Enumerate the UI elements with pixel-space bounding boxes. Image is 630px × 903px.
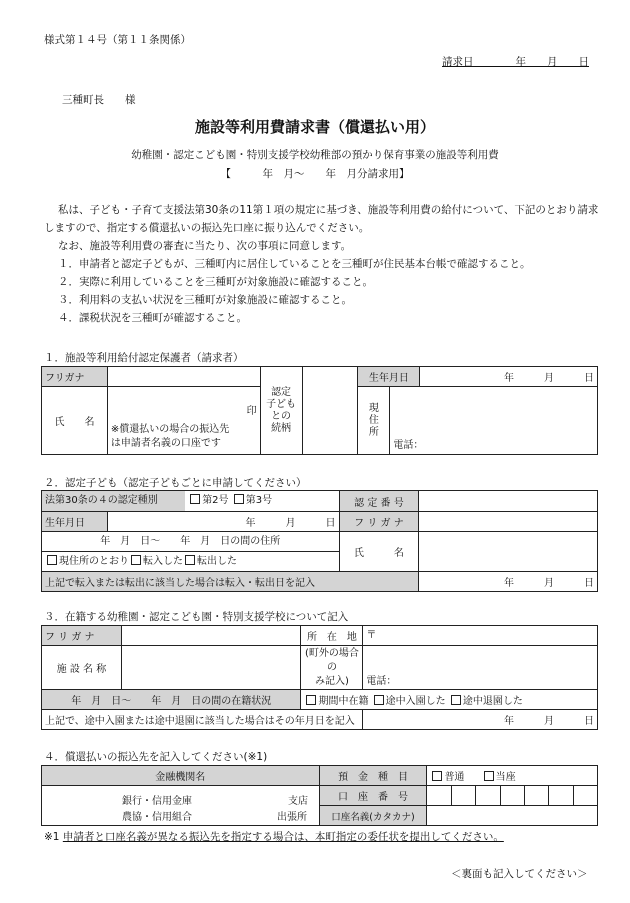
child-furigana-input[interactable] — [419, 512, 598, 532]
address-options — [42, 552, 339, 571]
move-note: 上記で転入または転出に該当した場合は転入・転出日を記入 — [42, 572, 419, 592]
savings-checkbox[interactable]: 普通 — [430, 772, 464, 783]
child-address-cell — [42, 532, 340, 572]
furigana-label: フリガナ — [42, 367, 108, 387]
consent-item: １．申請者と認定子どもが、三種町内に居住していることを三種町が住民基本台帳で確認すること。 — [58, 258, 531, 270]
subtitle: 幼稚園・認定こども園・特別支援学校幼稚部の預かり保育事業の施設等利用費 — [131, 149, 499, 161]
moved-in-checkbox[interactable]: 転入した — [129, 556, 183, 567]
facility-table — [41, 625, 598, 730]
account-note: ※償還払いの場合の振込先 — [110, 424, 230, 435]
enrollment-period-label: 年 月 日～ 年 月 日の間の在籍状況 — [42, 690, 301, 710]
child-birth-input[interactable]: 年 月 日 — [107, 512, 339, 532]
footnote-mark: ※1 — [44, 831, 60, 843]
birth-label: 生年月日 — [358, 367, 420, 387]
account-digit-input[interactable] — [524, 786, 548, 806]
account-digit-input[interactable] — [549, 786, 573, 806]
bank-name-input[interactable] — [42, 786, 320, 826]
cert-type-2-checkbox[interactable]: 第2号 — [188, 495, 228, 506]
page-title: 施設等利用費請求書（償還払い用） — [194, 118, 435, 136]
section-4-heading: ４．償還払いの振込先を記入してください(※1) — [44, 751, 268, 763]
section-3-heading: ３．在籍する幼稚園・認定こども園・特別支援学校について記入 — [44, 611, 349, 623]
child-table — [41, 490, 598, 592]
consent-item: ４．課税状況を三種町が確認すること。 — [58, 312, 247, 324]
relation-input[interactable] — [302, 367, 358, 455]
phone-label: 電話： — [366, 676, 397, 687]
account-type-label: 預 金 種 目 — [319, 766, 427, 786]
account-note: は申請者名義の口座です — [110, 438, 221, 449]
request-period: 【 年 月～ 年 月分請求用】 — [220, 168, 410, 180]
enrollment-options — [301, 690, 598, 710]
checkbox-icon — [432, 771, 442, 781]
facility-name-input[interactable] — [121, 646, 301, 690]
move-date-input[interactable]: 年 月 日 — [419, 572, 598, 592]
relation-label: 認定 子ども との 続柄 — [260, 367, 302, 455]
guardian-birth-input[interactable]: 年 月 日 — [420, 367, 598, 387]
enrolled-full-checkbox[interactable]: 期間中在籍 — [304, 696, 368, 707]
cert-type-label: 法第30条の４の認定種別 — [42, 491, 185, 511]
account-type-options — [427, 766, 598, 786]
outside-town-note: (町外の場合の み記入) — [301, 646, 363, 690]
child-furigana-label: フ リ ガ ナ — [339, 512, 419, 532]
cert-number-label: 認 定 番 号 — [339, 491, 419, 512]
bank-types: 銀行・信用金庫 — [122, 795, 192, 807]
intro — [44, 201, 604, 327]
section-1-heading: １．施設等利用給付認定保護者（請求者） — [44, 352, 244, 364]
guardian-name-input[interactable] — [107, 387, 260, 455]
checking-checkbox[interactable]: 当座 — [482, 772, 516, 783]
account-holder-input[interactable] — [427, 806, 598, 826]
location-label: 所 在 地 — [301, 626, 363, 646]
facility-address-input[interactable] — [363, 646, 598, 690]
checkbox-icon — [190, 494, 200, 504]
guardian-address-input[interactable] — [390, 387, 598, 455]
guardian-furigana-input[interactable] — [107, 367, 260, 387]
seal-mark: 印 — [246, 406, 257, 417]
postal-input[interactable] — [363, 626, 598, 646]
facility-furigana-input[interactable] — [121, 626, 301, 646]
intro-paragraph: 私は、子ども・子育て支援法第30条の11第１項の規定に基づき、施設等利用費の給付について、下記のとおり請求しますので、指定する償還払いの振込先口座に振り込んでください。 — [44, 204, 599, 234]
request-date[interactable]: 請求日 年 月 日 — [442, 56, 589, 68]
form-number: 様式第１４号（第１１条関係） — [44, 34, 191, 46]
address-period-label: 年 月 日～ 年 月 日の間の住所 — [42, 532, 339, 552]
mid-withdrawn-checkbox[interactable]: 途中退園した — [449, 696, 523, 707]
child-name-label: 氏 名 — [339, 532, 419, 572]
checkbox-icon — [306, 695, 316, 705]
mid-change-note: 上記で、途中入園または途中退園に該当した場合はその年月日を記入 — [42, 710, 363, 730]
branch-label: 支店 — [288, 795, 308, 807]
cert-type-3-checkbox[interactable]: 第3号 — [232, 495, 272, 506]
checkbox-icon — [47, 555, 57, 565]
postal-mark-icon: 〒 — [366, 630, 377, 641]
consent-item: ２．実際に利用していることを三種町が対象施設に確認すること。 — [58, 276, 373, 288]
checkbox-icon — [374, 695, 384, 705]
name-label: 氏 名 — [42, 387, 108, 455]
account-digit-input[interactable] — [500, 786, 524, 806]
facility-name-label: 施 設 名 称 — [42, 646, 122, 690]
checkbox-icon — [185, 555, 195, 565]
cert-type-row — [42, 491, 340, 512]
account-digit-input[interactable] — [573, 786, 597, 806]
child-name-input[interactable] — [419, 532, 598, 572]
footnote-text: 申請者と口座名義が異なる振込先を指定する場合は、本町指定の委任状を提出してください。 — [62, 831, 504, 843]
account-number-label: 口 座 番 号 — [319, 786, 427, 806]
consent-item: ３．利用料の支払い状況を三種町が対象施設に確認すること。 — [58, 294, 352, 306]
guardian-table — [41, 366, 598, 455]
facility-furigana-label: フ リ ガ ナ — [42, 626, 122, 646]
current-address-checkbox[interactable]: 現住所のとおり — [45, 556, 129, 567]
office-label: 出張所 — [277, 811, 307, 823]
section-2-heading: ２．認定子ども（認定子どもごとに申請してください） — [44, 477, 307, 489]
checkbox-icon — [451, 695, 461, 705]
child-birth-label: 生年月日 — [42, 512, 108, 532]
checkbox-icon — [234, 494, 244, 504]
account-digit-input[interactable] — [427, 786, 451, 806]
addressee: 三種町長 様 — [62, 94, 136, 106]
mid-change-date-input[interactable]: 年 月 日 — [363, 710, 598, 730]
mid-enrolled-checkbox[interactable]: 途中入園した — [372, 696, 446, 707]
phone-label: 電話： — [393, 440, 424, 451]
bank-table — [41, 765, 598, 826]
checkbox-icon — [131, 555, 141, 565]
account-digit-input[interactable] — [476, 786, 500, 806]
checkbox-icon — [484, 771, 494, 781]
bank-name-label: 金融機関名 — [42, 766, 320, 786]
account-holder-label: 口座名義(カタカナ) — [319, 806, 427, 826]
back-page-note: ＜裏面も記入してください＞ — [451, 868, 588, 880]
account-digit-input[interactable] — [451, 786, 475, 806]
address-label: 現 住 所 — [358, 387, 390, 455]
coop-types: 農協・信用組合 — [122, 811, 192, 823]
footnote — [44, 829, 504, 844]
intro-consent: なお、施設等利用費の審査に当たり、次の事項に同意します。 — [58, 240, 352, 252]
cert-number-input[interactable] — [419, 491, 598, 512]
moved-out-checkbox[interactable]: 転出した — [183, 556, 237, 567]
